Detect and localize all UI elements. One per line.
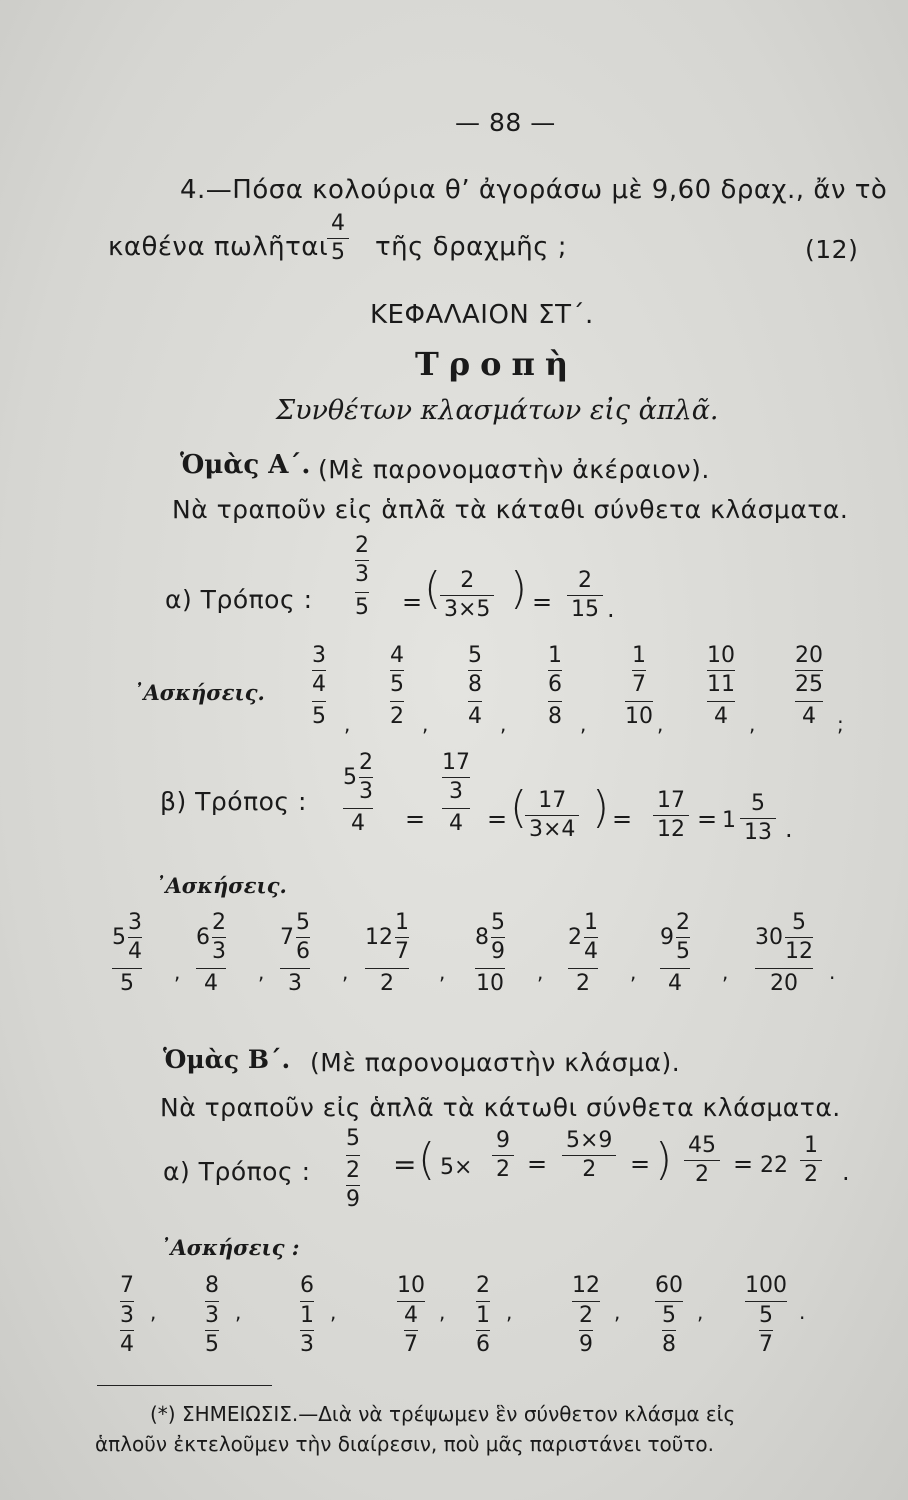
- inner-numerator: 20: [795, 643, 823, 668]
- inner-fraction: [491, 912, 505, 963]
- exercises-b-label: ᾿Ασκήσεις :: [160, 1235, 300, 1260]
- fraction-bar: [468, 670, 482, 671]
- separator: ,: [500, 712, 507, 736]
- inner-numerator: 5: [792, 910, 806, 935]
- outer-denominator: 5: [120, 971, 134, 996]
- inner-denominator: 4: [312, 672, 326, 697]
- fraction-bar: [745, 1301, 787, 1302]
- group-b-compound-fraction: 5 2 9: [346, 1126, 360, 1212]
- inner-numerator: 10: [707, 643, 735, 668]
- fraction-bar: [785, 937, 813, 938]
- compound-mixed-fraction: [365, 912, 409, 995]
- fraction-bar: [707, 701, 735, 702]
- group-a-heading: Ὁμὰς Α΄.: [180, 450, 311, 480]
- fraction-bar: [660, 968, 690, 969]
- method-b-paren-fraction: 17 3×4: [525, 790, 579, 841]
- section-title: Τροπὴ: [415, 345, 579, 383]
- fraction-bar: [476, 1301, 490, 1302]
- inner-fraction: [296, 912, 310, 963]
- method-a-result: 2 15: [567, 570, 603, 621]
- inner-denominator: 7: [404, 1332, 418, 1357]
- fraction-bar: [548, 701, 562, 702]
- outer-denominator: 3: [288, 971, 302, 996]
- footnote-line-1: (*) ΣΗΜΕΙΩΣΙΣ.—Διὰ νὰ τρέψωμεν ἓν σύνθετον κλάσμα εἰς: [150, 1402, 736, 1426]
- separator: ,: [614, 1300, 621, 1324]
- inner-fraction: [795, 645, 823, 696]
- fraction-bar: [548, 670, 562, 671]
- problem-answer: (12): [805, 235, 859, 264]
- compound-mixed-fraction: [280, 912, 310, 995]
- whole-part: 8: [475, 924, 489, 950]
- fraction-bar: [404, 1330, 418, 1331]
- inner-fraction: [676, 912, 690, 963]
- compound-fraction: [548, 645, 562, 728]
- outer-denominator: 20: [770, 971, 798, 996]
- method-b-mixed-whole: 1: [722, 808, 736, 833]
- method-a-compound-fraction: 2 3 5: [355, 533, 369, 620]
- separator: ,: [235, 1300, 242, 1324]
- fraction-bar: [655, 1301, 683, 1302]
- fraction-bar: [568, 968, 598, 969]
- fraction-bar: [120, 1330, 134, 1331]
- separator: ,: [258, 960, 265, 984]
- problem-fraction: 4 5: [327, 213, 349, 264]
- fraction-bar: [625, 701, 653, 702]
- inner-numerator: 5: [296, 910, 310, 935]
- inner-denominator: 3: [212, 939, 226, 964]
- fraction-bar: [300, 1301, 314, 1302]
- separator: ,: [422, 712, 429, 736]
- inner-numerator: 1: [548, 643, 562, 668]
- problem-line-2a: καθένα πωλῆται: [108, 232, 329, 262]
- compound-mixed-fraction: [475, 912, 505, 995]
- whole-part: 5: [112, 924, 126, 950]
- inner-numerator: 4: [390, 643, 404, 668]
- compound-fraction: [655, 1275, 683, 1356]
- fraction-bar: [795, 670, 823, 671]
- mixed-number: [660, 912, 690, 963]
- whole-part: 7: [280, 924, 294, 950]
- inner-fraction: [212, 912, 226, 963]
- fraction-bar: [397, 1301, 425, 1302]
- inner-denominator: 5: [390, 672, 404, 697]
- whole-part: 2: [568, 924, 582, 950]
- fraction-bar: [205, 1301, 219, 1302]
- inner-denominator: 8: [468, 672, 482, 697]
- compound-fraction: [397, 1275, 425, 1356]
- outer-denominator: 4: [204, 971, 218, 996]
- outer-numerator: 12: [572, 1273, 600, 1298]
- mixed-number: [568, 912, 598, 963]
- mixed-number: [196, 912, 226, 963]
- group-a-heading-rest: (Μὲ παρονομαστὴν ἀκέραιον).: [318, 455, 710, 484]
- inner-fraction: [205, 1305, 219, 1356]
- inner-numerator: 5: [491, 910, 505, 935]
- inner-numerator: 1: [395, 910, 409, 935]
- inner-denominator: 25: [795, 672, 823, 697]
- fraction-bar: [120, 1301, 134, 1302]
- inner-numerator: 5: [468, 643, 482, 668]
- footnote-line-2: ἁπλοῦν ἐκτελοῦμεν τὴν διαίρεσιν, ποὺ μᾶς παριστάνει τοῦτο.: [95, 1432, 714, 1456]
- group-b-heading-rest: (Μὲ παρονομαστὴν κλάσμα).: [310, 1048, 681, 1077]
- fraction-bar: [572, 1301, 600, 1302]
- inner-denominator: 9: [491, 939, 505, 964]
- inner-denominator: 5: [205, 1332, 219, 1357]
- fraction-bar: [205, 1330, 219, 1331]
- inner-fraction: [662, 1305, 676, 1356]
- separator: .: [829, 960, 836, 984]
- inner-numerator: 3: [128, 910, 142, 935]
- inner-fraction: [584, 912, 598, 963]
- inner-numerator: 4: [404, 1303, 418, 1328]
- inner-fraction: [120, 1305, 134, 1356]
- outer-denominator: 2: [390, 704, 404, 729]
- outer-numerator: 10: [397, 1273, 425, 1298]
- mixed-number: [365, 912, 409, 963]
- separator: ,: [330, 1300, 337, 1324]
- fraction-bar: [300, 1330, 314, 1331]
- inner-numerator: 2: [212, 910, 226, 935]
- problem-line-1: 4.—Πόσα κολούρια θ’ ἀγοράσω μὲ 9,60 δραχ., ἄν τὸ: [180, 175, 888, 205]
- fraction-bar: [579, 1330, 593, 1331]
- whole-part: 6: [196, 924, 210, 950]
- group-b-result: 45 2: [684, 1135, 720, 1186]
- group-b-mixed-whole: 22: [760, 1153, 788, 1178]
- inner-fraction: [785, 912, 813, 963]
- outer-denominator: 8: [548, 704, 562, 729]
- inner-numerator: 5: [759, 1303, 773, 1328]
- inner-denominator: 3: [300, 1332, 314, 1357]
- outer-denominator: 10: [476, 971, 504, 996]
- outer-numerator: 2: [476, 1273, 490, 1298]
- group-a-method-b-label: β) Τρόπος :: [160, 787, 307, 816]
- compound-mixed-fraction: [112, 912, 142, 995]
- fraction-bar: [390, 670, 404, 671]
- separator: ,: [174, 960, 181, 984]
- fraction-bar: [365, 968, 409, 969]
- outer-numerator: 7: [120, 1273, 134, 1298]
- outer-numerator: 60: [655, 1273, 683, 1298]
- separator: ,: [630, 960, 637, 984]
- fraction-bar: [491, 937, 505, 938]
- fraction-bar: [676, 937, 690, 938]
- exercises-a2-label: ᾿Ασκήσεις.: [155, 873, 287, 898]
- inner-numerator: 3: [120, 1303, 134, 1328]
- separator: ,: [342, 960, 349, 984]
- inner-fraction: [128, 912, 142, 963]
- compound-fraction: [476, 1275, 490, 1356]
- fraction-bar: [759, 1330, 773, 1331]
- inner-fraction: [390, 645, 404, 696]
- separator: ,: [439, 1300, 446, 1324]
- inner-denominator: 5: [676, 939, 690, 964]
- separator: ,: [697, 1300, 704, 1324]
- separator: ,: [344, 712, 351, 736]
- inner-denominator: 6: [548, 672, 562, 697]
- outer-denominator: 10: [625, 704, 653, 729]
- inner-denominator: 4: [128, 939, 142, 964]
- inner-numerator: 1: [476, 1303, 490, 1328]
- inner-numerator: 1: [584, 910, 598, 935]
- outer-numerator: 100: [745, 1273, 787, 1298]
- inner-fraction: [300, 1305, 314, 1356]
- inner-fraction: [404, 1305, 418, 1356]
- separator: ,: [749, 712, 756, 736]
- group-b-instruction: Νὰ τραποῦν εἰς ἁπλᾶ τὰ κάτωθι σύνθετα κλάσματα.: [160, 1093, 841, 1122]
- inner-denominator: 6: [296, 939, 310, 964]
- separator: .: [799, 1300, 806, 1324]
- separator: ,: [657, 712, 664, 736]
- compound-fraction: [625, 645, 653, 728]
- inner-fraction: [548, 645, 562, 696]
- mixed-number: [112, 912, 142, 963]
- fraction-bar: [707, 670, 735, 671]
- compound-fraction: [300, 1275, 314, 1356]
- inner-denominator: 12: [785, 939, 813, 964]
- outer-numerator: 6: [300, 1273, 314, 1298]
- compound-fraction: [390, 645, 404, 728]
- inner-denominator: 9: [579, 1332, 593, 1357]
- fraction-bar: [755, 968, 813, 969]
- inner-denominator: 7: [759, 1332, 773, 1357]
- group-b-method-a-label: α) Τρόπος :: [163, 1157, 311, 1186]
- inner-denominator: 6: [476, 1332, 490, 1357]
- group-b-frac-1: 9 2: [492, 1130, 514, 1181]
- method-b-compound-fraction: 5 2 3 4: [343, 750, 373, 836]
- outer-denominator: 4: [802, 704, 816, 729]
- separator: ,: [439, 960, 446, 984]
- method-b-mixed-fraction: 5 13: [740, 793, 776, 844]
- fraction-bar: [390, 701, 404, 702]
- fraction-bar: [128, 937, 142, 938]
- outer-denominator: 2: [576, 971, 590, 996]
- method-b-improper: 17 3 4: [442, 750, 470, 836]
- inner-denominator: 7: [632, 672, 646, 697]
- page-number: — 88 —: [455, 108, 556, 137]
- book-page: — 88 — 4.—Πόσα κολούρια θ’ ἀγοράσω μὲ 9,60 δραχ., ἄν τὸ καθένα πωλῆται 4 5 τῆς δραχμῆς ; (12) ΚΕΦΑΛΑΙΟΝ ΣΤ΄. Τροπὴ Συνθέτων κλασμάτων εἰς ἁπλᾶ. Ὁμὰς Α΄. (Μὲ παρονομαστὴν ἀκέραιον). Νὰ τραποῦν εἰς ἁπλᾶ τὰ κάταθι σύνθετα κλάσματα. α) Τρόπος : 2 3 5 = ( 2 3×5 ) = 2 15 . ᾿Ασκήσεις. 3 4 5 , 4 5 2 , 5 8 4 , 1 6 8 , 1 7 10 , 10 11 4 , 20 25 4 ; β) Τρόπος : 5 2 3 4 = 17 3 4 = ( 17 3×4 ) = 17 12 = 1 5 13 . ᾿Ασκήσεις. 5 3 4 5 , 6 2 3 4 , 7 5 6 3 , 12 1 7 2 , 8 5 9 10 , 2 1 4 2 , 9 2 5 4 , 30 5 12 20 . Ὁμὰς Β΄. (Μὲ παρονομαστὴν κλάσμα). Νὰ τραποῦν εἰς ἁπλᾶ τὰ κάτωθι σύνθετα κλάσματα. α) Τρόπος : 5 2 9 = ( 5× 9 2 = 5×9 2 = ) 45 2 = 22 1 2 . ᾿Ασκήσεις : 7 3 4 , 8 3 5 , 6 1 3 , 10 4 7 , 2 1 6 , 12 2 9 , 60 5 8 , 100 5 7 . (*) ΣΗΜΕΙΩΣΙΣ.—Διὰ νὰ τρέψωμεν ἓν σύνθετον κλάσμα εἰς ἁπλοῦν ἐκτελοῦμεν τὴν διαίρεσιν, ποὺ μᾶς παριστάνει τοῦτο.: [0, 0, 908, 1500]
- fraction-bar: [476, 1330, 490, 1331]
- inner-fraction: [395, 912, 409, 963]
- outer-denominator: 4: [468, 704, 482, 729]
- inner-fraction: [468, 645, 482, 696]
- inner-fraction: [579, 1305, 593, 1356]
- compound-fraction: [707, 645, 735, 728]
- outer-denominator: 4: [668, 971, 682, 996]
- method-a-paren-fraction: 2 3×5: [440, 570, 494, 621]
- method-b-result: 17 12: [653, 790, 689, 841]
- group-b-frac-2: 5×9 2: [562, 1130, 616, 1181]
- separator: ,: [537, 960, 544, 984]
- whole-part: 9: [660, 924, 674, 950]
- group-a-method-a-label: α) Τρόπος :: [165, 585, 313, 614]
- fraction-bar: [468, 701, 482, 702]
- compound-mixed-fraction: [755, 912, 813, 995]
- outer-denominator: 5: [312, 704, 326, 729]
- exercises-a-label: ᾿Ασκήσεις.: [133, 680, 265, 705]
- fraction-bar: [112, 968, 142, 969]
- inner-numerator: 3: [312, 643, 326, 668]
- fraction-bar: [312, 670, 326, 671]
- fraction-bar: [196, 968, 226, 969]
- inner-denominator: 8: [662, 1332, 676, 1357]
- group-b-heading: Ὁμὰς Β΄.: [163, 1045, 291, 1074]
- separator: ,: [506, 1300, 513, 1324]
- mixed-number: [755, 912, 813, 963]
- separator: ,: [722, 960, 729, 984]
- compound-fraction: [312, 645, 326, 728]
- fraction-bar: [212, 937, 226, 938]
- inner-numerator: 2: [579, 1303, 593, 1328]
- fraction-bar: [662, 1330, 676, 1331]
- compound-mixed-fraction: [660, 912, 690, 995]
- whole-part: 12: [365, 924, 393, 950]
- inner-numerator: 5: [662, 1303, 676, 1328]
- group-b-mixed-fraction: 1 2: [800, 1135, 822, 1186]
- fraction-bar: [312, 701, 326, 702]
- separator: ;: [837, 712, 844, 736]
- inner-numerator: 1: [632, 643, 646, 668]
- compound-mixed-fraction: [568, 912, 598, 995]
- fraction-bar: [280, 968, 310, 969]
- group-b-times: 5×: [440, 1155, 473, 1180]
- group-a-instruction: Νὰ τραποῦν εἰς ἁπλᾶ τὰ κάταθι σύνθετα κλάσματα.: [172, 495, 849, 524]
- fraction-bar: [632, 670, 646, 671]
- inner-fraction: [632, 645, 646, 696]
- compound-mixed-fraction: [196, 912, 226, 995]
- inner-fraction: [707, 645, 735, 696]
- inner-numerator: 2: [676, 910, 690, 935]
- outer-numerator: 8: [205, 1273, 219, 1298]
- section-subtitle: Συνθέτων κλασμάτων εἰς ἁπλᾶ.: [276, 395, 719, 426]
- inner-fraction: [759, 1305, 773, 1356]
- compound-fraction: [572, 1275, 600, 1356]
- outer-denominator: 2: [380, 971, 394, 996]
- footnote-divider: [97, 1385, 272, 1386]
- inner-numerator: 3: [205, 1303, 219, 1328]
- mixed-number: [280, 912, 310, 963]
- problem-line-2b: τῆς δραχμῆς ;: [375, 232, 568, 262]
- inner-fraction: [312, 645, 326, 696]
- inner-numerator: 1: [300, 1303, 314, 1328]
- compound-fraction: [468, 645, 482, 728]
- whole-part: 30: [755, 924, 783, 950]
- fraction-bar: [395, 937, 409, 938]
- inner-fraction: [476, 1305, 490, 1356]
- compound-fraction: [795, 645, 823, 728]
- inner-denominator: 11: [707, 672, 735, 697]
- inner-denominator: 4: [120, 1332, 134, 1357]
- compound-fraction: [120, 1275, 134, 1356]
- mixed-number: [475, 912, 505, 963]
- chapter-heading: ΚΕΦΑΛΑΙΟΝ ΣΤ΄.: [370, 300, 594, 330]
- separator: ,: [580, 712, 587, 736]
- outer-denominator: 4: [714, 704, 728, 729]
- inner-denominator: 4: [584, 939, 598, 964]
- separator: ,: [150, 1300, 157, 1324]
- compound-fraction: [205, 1275, 219, 1356]
- fraction-bar: [795, 701, 823, 702]
- compound-fraction: [745, 1275, 787, 1356]
- fraction-bar: [296, 937, 310, 938]
- inner-denominator: 7: [395, 939, 409, 964]
- fraction-bar: [475, 968, 505, 969]
- fraction-bar: [584, 937, 598, 938]
